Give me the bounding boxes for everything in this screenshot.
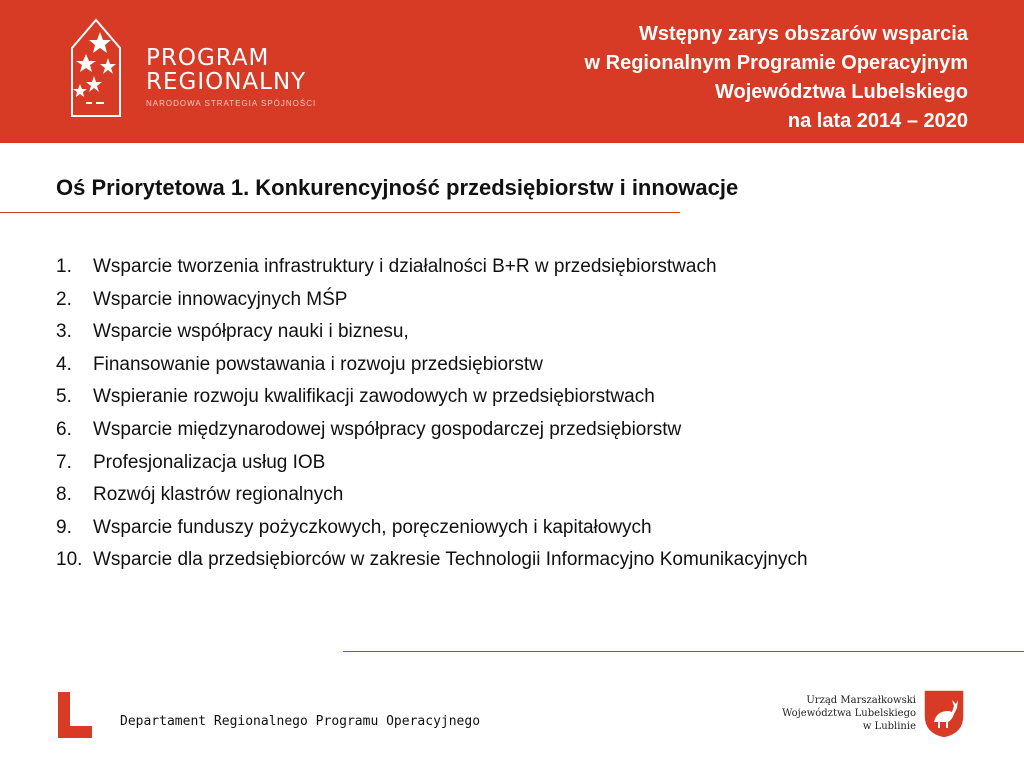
item-number: 5.	[56, 386, 72, 408]
section-title: Oś Priorytetowa 1. Konkurencyjność przedsiębiorstw i innowacje	[56, 175, 739, 200]
list-item	[56, 482, 808, 515]
logo-line-strategy: NARODOWA STRATEGIA SPÓJNOŚCI	[146, 99, 317, 108]
item-text: Wsparcie innowacyjnych MŚP	[93, 288, 348, 310]
item-text: Wsparcie międzynarodowej współpracy gospodarczej przedsiębiorstw	[93, 418, 682, 440]
lublin-l-logo-icon	[56, 690, 94, 740]
list-item	[56, 254, 808, 287]
list-item	[56, 352, 808, 385]
program-regionalny-logo-icon	[70, 18, 122, 118]
coat-of-arms-icon	[922, 688, 966, 740]
logo-line-regionalny: REGIONALNY	[146, 69, 307, 95]
item-text: Wsparcie funduszy pożyczkowych, poręczeniowych i kapitałowych	[93, 516, 652, 538]
header-bar	[0, 0, 1024, 143]
item-text: Wsparcie współpracy nauki i biznesu,	[93, 321, 409, 343]
list-item	[56, 547, 808, 580]
item-number: 1.	[56, 256, 72, 277]
item-text: Profesjonalizacja usług IOB	[93, 451, 326, 473]
slide-title	[585, 20, 968, 136]
item-number: 4.	[56, 353, 72, 375]
list-item	[56, 417, 808, 450]
divider	[0, 212, 680, 213]
item-text: Rozwój klastrów regionalnych	[93, 484, 344, 506]
item-text: Wsparcie dla przedsiębiorców w zakresie Technologii Informacyjno Komunikacyjnych	[93, 549, 808, 571]
item-number: 10.	[56, 549, 83, 571]
program-regionalny-wordmark	[146, 46, 316, 108]
slide-title-line: w Regionalnym Programie Operacyjnym	[584, 52, 968, 74]
slide-title-line: Wstępny zarys obszarów wsparcia	[638, 23, 968, 45]
list-item	[56, 384, 808, 417]
office-line: w Lublinie	[862, 721, 916, 732]
item-number: 9.	[56, 516, 72, 538]
item-number: 2.	[56, 288, 72, 310]
office-line: Urząd Marszałkowski	[806, 695, 916, 706]
slide-title-line: Województwa Lubelskiego	[715, 81, 968, 103]
list-item	[56, 287, 808, 320]
office-name	[782, 694, 916, 733]
logo-line-program: PROGRAM	[146, 45, 270, 71]
divider	[343, 651, 1024, 652]
item-text: Wsparcie tworzenia infrastruktury i działalności B+R w przedsiębiorstwach	[93, 256, 717, 277]
department-name: Departament Regionalnego Programu Operacyjnego	[120, 714, 481, 729]
list-item	[56, 450, 808, 483]
slide-title-line: na lata 2014 – 2020	[787, 110, 968, 132]
office-line: Województwa Lubelskiego	[782, 708, 916, 719]
support-areas-list	[56, 254, 808, 580]
item-text: Finansowanie powstawania i rozwoju przedsiębiorstw	[93, 353, 543, 375]
item-text: Wspieranie rozwoju kwalifikacji zawodowych w przedsiębiorstwach	[93, 386, 655, 408]
list-item	[56, 515, 808, 548]
item-number: 7.	[56, 451, 72, 473]
item-number: 8.	[56, 484, 72, 506]
list-item	[56, 319, 808, 352]
item-number: 3.	[56, 321, 72, 343]
item-number: 6.	[56, 418, 72, 440]
